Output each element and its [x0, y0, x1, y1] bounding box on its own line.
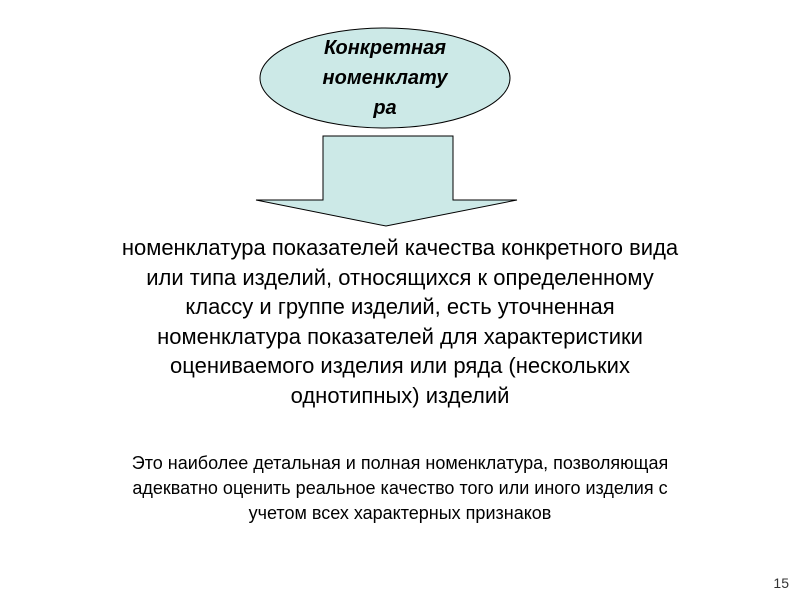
slide-number: 15 [773, 575, 789, 591]
definition-line: оцениваемого изделия или ряда (нескольких [170, 353, 630, 378]
definition-line: номенклатура показателей качества конкретного вида [121, 235, 679, 260]
ellipse-title [262, 28, 508, 128]
definition-line: номенклатура показателей для характеристики [157, 323, 643, 349]
summary-line: учетом всех характерных признаков [248, 503, 552, 523]
definition-line: однотипных) изделий [290, 382, 510, 408]
summary-line: Это наиболее детальная и полная номенклатура, позволяющая [131, 453, 669, 473]
definition-line: или типа изделий, относящихся к определенному [146, 264, 654, 290]
down-arrow-shape [256, 136, 517, 226]
definition-text [60, 233, 740, 410]
ellipse-title-line: номенклату [322, 67, 448, 89]
summary-line: адекватно оценить реальное качество того или иного изделия с [132, 478, 668, 498]
ellipse-title-line: ра [373, 97, 397, 119]
summary-text [50, 451, 750, 526]
ellipse-title-line: Конкретная [323, 37, 447, 59]
definition-line: классу и группе изделий, есть уточненная [185, 294, 615, 319]
